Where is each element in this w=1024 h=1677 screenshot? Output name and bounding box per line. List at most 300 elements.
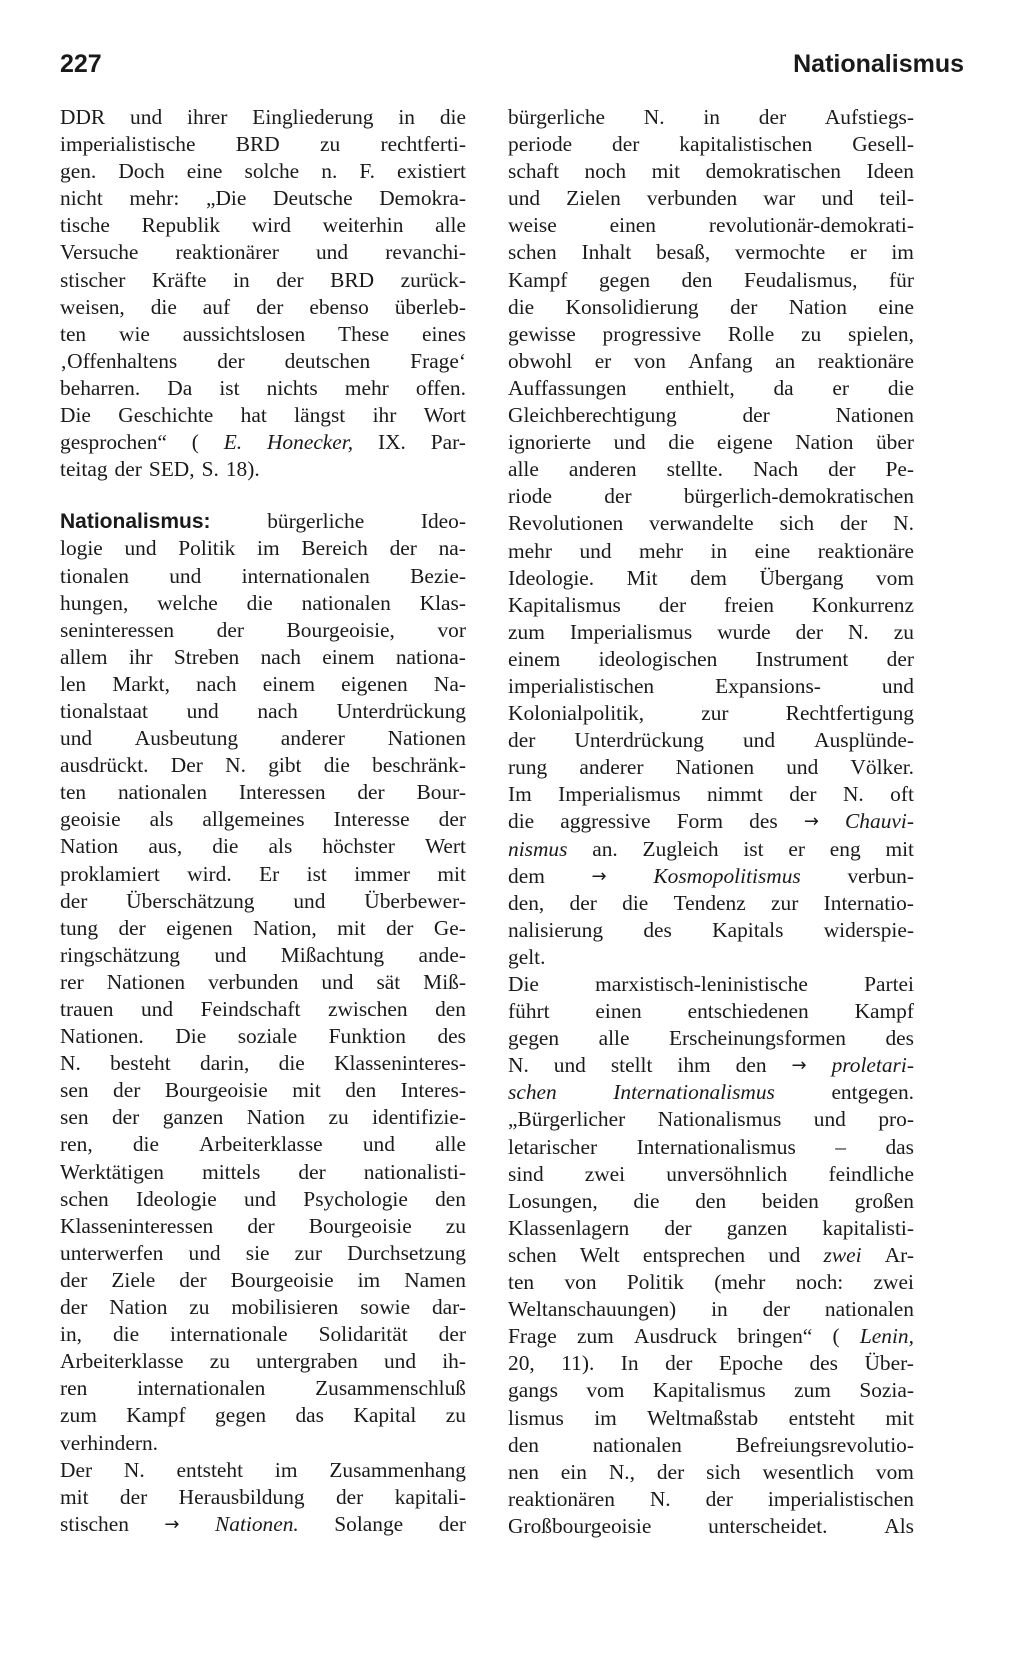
word: Ideologie <box>135 1186 217 1211</box>
word: Werktätigen <box>60 1159 164 1184</box>
word: mobilisieren <box>231 1295 339 1320</box>
word: SED, <box>148 457 195 482</box>
word: über <box>875 430 914 455</box>
word: Befreiungsrevolutio- <box>735 1432 914 1457</box>
word: Interes- <box>400 1078 466 1103</box>
word: reaktionäre <box>817 538 914 563</box>
word: – <box>835 1134 846 1159</box>
word: des <box>885 1026 914 1051</box>
text-line <box>60 806 466 833</box>
word: der <box>508 728 536 753</box>
word: höchster <box>322 834 395 859</box>
text-line <box>60 1104 466 1131</box>
word: sie <box>245 1240 270 1265</box>
word: N. <box>225 753 246 778</box>
word: Eingliederung <box>252 105 374 129</box>
word: weiterhin <box>322 213 404 238</box>
word: welche <box>157 590 218 615</box>
word: an. <box>592 836 618 861</box>
word: freien <box>724 592 774 617</box>
word: stellte. <box>666 457 724 482</box>
word: der <box>604 484 632 509</box>
word: Imperialismus <box>558 782 681 807</box>
word: Die <box>175 1024 207 1049</box>
word: Miß- <box>423 969 466 994</box>
word: mehr <box>508 538 552 563</box>
word: reaktionären <box>508 1486 615 1511</box>
word: marxistisch-leninistische <box>595 972 808 996</box>
word: periode <box>508 132 573 157</box>
word: Markt, <box>112 671 170 696</box>
word: unterscheidet. <box>708 1513 828 1538</box>
word: im <box>357 1267 381 1292</box>
word: N. <box>60 1051 81 1076</box>
text-line <box>508 917 914 944</box>
word: na- <box>438 536 466 561</box>
word: Kampf <box>508 267 568 292</box>
word: Arbeiterklasse <box>199 1132 323 1157</box>
word: noch <box>584 159 627 184</box>
word: lismus <box>508 1405 564 1430</box>
italic-word: nismus <box>508 836 568 861</box>
word: aussichtslosen <box>182 321 306 346</box>
word: offen. <box>415 375 466 400</box>
word: wesentlich <box>762 1459 854 1484</box>
word: der <box>789 782 817 807</box>
text-line <box>60 888 466 915</box>
word: zwischen <box>327 997 408 1021</box>
word: der <box>217 348 245 373</box>
word: mehr: <box>129 186 180 211</box>
word: in <box>703 105 720 129</box>
text-line <box>508 808 914 835</box>
word: mit <box>437 861 466 886</box>
page-number: 227 <box>60 50 102 78</box>
text-line <box>60 429 466 456</box>
word: eine <box>186 159 223 184</box>
text-line <box>60 185 466 212</box>
word: zu <box>328 1105 349 1130</box>
word: und <box>821 186 854 211</box>
text-line <box>508 1486 914 1513</box>
text-line <box>508 1242 914 1269</box>
word: Imperialismus <box>569 619 693 644</box>
text-line <box>508 483 914 510</box>
text-line <box>508 212 914 239</box>
italic-word: zwei <box>823 1242 862 1267</box>
word: Bourgeoisie <box>230 1267 334 1292</box>
word: Bourgeoisie <box>164 1078 268 1103</box>
word: soziale <box>237 1024 298 1049</box>
word: der <box>438 807 466 832</box>
word: Republik <box>141 213 221 238</box>
word: eigenen <box>166 915 233 940</box>
text-line <box>508 944 914 971</box>
text-line <box>60 779 466 806</box>
right-text-column <box>508 104 914 1540</box>
word: Der <box>170 753 203 778</box>
word: wird. <box>187 861 232 886</box>
word: Kampf <box>126 1403 186 1428</box>
italic-word: Kosmopolitismus <box>653 863 801 888</box>
text-line <box>508 998 914 1025</box>
word: Die <box>60 403 91 428</box>
text-line <box>60 104 466 131</box>
entry-headword: Nationalismus: <box>60 510 211 534</box>
word: die <box>132 1132 159 1157</box>
word: die <box>278 1051 305 1076</box>
word: in <box>233 267 250 292</box>
word: den, <box>508 890 545 915</box>
word: das <box>885 1134 914 1159</box>
word: Revolutionen <box>508 511 624 536</box>
text-line <box>60 1348 466 1375</box>
word: ihm <box>677 1053 711 1078</box>
word: zurück- <box>400 267 466 292</box>
word: ignorierte <box>508 430 592 455</box>
word: Großbourgeoisie <box>508 1513 652 1538</box>
word: im <box>891 240 914 265</box>
word: und <box>768 1242 801 1267</box>
text-line <box>508 348 914 375</box>
text-line <box>508 1025 914 1052</box>
word: zu <box>893 619 914 644</box>
word: als <box>268 834 293 859</box>
word: zum <box>576 1324 614 1349</box>
word: die <box>323 753 350 778</box>
word: der <box>828 457 856 482</box>
word: schen <box>508 1242 557 1267</box>
word: stischen <box>60 1511 129 1536</box>
word: der <box>438 1322 466 1347</box>
running-head: Nationalismus <box>793 50 964 78</box>
text-line <box>60 1131 466 1158</box>
word: den <box>681 267 713 292</box>
word: ganzen <box>726 1215 788 1240</box>
word: von <box>633 348 666 373</box>
word: auf <box>202 294 231 319</box>
text-line <box>508 456 914 483</box>
word: zwei <box>584 1161 626 1186</box>
word: Arbeiterklasse <box>60 1349 184 1374</box>
word: die <box>633 1188 660 1213</box>
word: tische <box>60 213 110 238</box>
word: ausdrückt. <box>60 753 149 778</box>
text-line <box>508 1215 914 1242</box>
word: mit <box>337 915 366 940</box>
word: mit <box>651 159 681 184</box>
word: stischer <box>60 267 126 292</box>
word: zu <box>189 1295 210 1320</box>
word: noch: <box>795 1270 844 1295</box>
word: und <box>742 728 776 753</box>
word: der <box>256 294 284 319</box>
word: Frage‘ <box>410 348 466 373</box>
text-line <box>508 1459 914 1486</box>
word: N., <box>608 1459 635 1484</box>
text-line <box>60 1321 466 1348</box>
word: Durchsetzung <box>347 1240 466 1265</box>
word: führt <box>508 999 550 1024</box>
word: einen <box>595 999 642 1024</box>
word: N. <box>842 782 864 807</box>
word: mehr <box>639 538 683 563</box>
left-text-column <box>60 104 466 1538</box>
word: Wort <box>423 403 466 428</box>
word: BRD <box>235 132 280 157</box>
word: Partei <box>864 972 914 996</box>
word: Bourgeoisie, <box>286 617 395 642</box>
word: Aufstiegs- <box>824 105 914 129</box>
word: und <box>140 997 174 1021</box>
word: gibt <box>268 753 302 778</box>
word: seninteressen <box>60 617 175 642</box>
word: und <box>124 536 157 561</box>
word: Nationen <box>835 403 914 428</box>
word: der <box>216 617 244 642</box>
word: der <box>762 1297 790 1322</box>
word: geoisie <box>60 807 121 832</box>
word: stellt <box>610 1053 653 1078</box>
text-line <box>508 592 914 619</box>
word: Tendenz <box>673 890 746 915</box>
word: Ausdruck <box>634 1324 718 1349</box>
text-line <box>60 508 466 535</box>
text-line <box>60 698 466 725</box>
word: nationalen <box>592 1432 682 1457</box>
word: der <box>113 1078 141 1103</box>
word: Welt <box>579 1242 620 1267</box>
word: Pe- <box>885 457 914 482</box>
word: Kolonialpolitik, <box>508 701 645 726</box>
word: und <box>383 1349 417 1374</box>
text-line <box>508 104 914 131</box>
word: der <box>705 1486 733 1511</box>
word: wie <box>119 321 150 346</box>
text-line <box>60 752 466 779</box>
word: eine <box>754 538 791 563</box>
word: teitag <box>60 457 108 482</box>
word: Erscheinungsformen <box>668 1026 846 1051</box>
word: gen. <box>60 159 97 184</box>
text-line <box>508 321 914 348</box>
word: Kapitalismus <box>508 592 621 617</box>
word: im <box>274 1457 298 1482</box>
word: Ar- <box>884 1242 914 1267</box>
word: die <box>112 1322 140 1347</box>
text-line <box>508 646 914 673</box>
word: der <box>335 1484 364 1509</box>
word: Rolle <box>727 321 775 346</box>
word: Ausplünde- <box>814 728 914 753</box>
word: verhindern. <box>60 1430 159 1455</box>
word: Mißachtung <box>280 942 385 967</box>
word: N. <box>508 1053 529 1078</box>
word: überleb- <box>394 294 466 319</box>
word: darin, <box>200 1051 250 1076</box>
word: von <box>564 1270 597 1295</box>
word: nichts <box>266 375 318 400</box>
word: in <box>711 1297 728 1322</box>
word: nimmt <box>706 782 763 807</box>
text-line <box>508 267 914 294</box>
word: der <box>60 888 88 913</box>
word: zum <box>794 1378 831 1403</box>
word: enthielt, <box>665 375 735 400</box>
word: Bour- <box>416 780 466 805</box>
word: sen <box>60 1078 89 1103</box>
word: der <box>179 1267 207 1292</box>
word: vor <box>437 617 466 642</box>
word: 18). <box>225 457 260 482</box>
word: Zielen <box>566 186 621 211</box>
word: als <box>149 807 174 832</box>
word: nalisierung <box>508 917 604 942</box>
word: verbunden <box>646 186 738 211</box>
word: er <box>788 836 805 861</box>
word: die <box>212 834 239 859</box>
word: Sozia- <box>859 1378 914 1403</box>
word: ( <box>832 1324 840 1349</box>
word: die <box>439 105 466 129</box>
text-line <box>508 1296 914 1323</box>
word: den <box>435 997 466 1021</box>
text-line <box>508 1269 914 1296</box>
cross-reference-arrow-icon: → <box>591 865 607 887</box>
word: der <box>276 267 304 292</box>
text-line <box>508 890 914 917</box>
text-line <box>60 942 466 969</box>
word: alle <box>598 1026 630 1051</box>
word: nationalisti- <box>363 1159 466 1184</box>
word: Auffassungen <box>508 375 627 400</box>
word: sowie <box>360 1295 411 1320</box>
word: Als <box>884 1513 914 1538</box>
word: 11). <box>561 1351 595 1376</box>
word: nach <box>257 698 298 723</box>
word: Über- <box>864 1351 914 1376</box>
word: der <box>758 105 787 129</box>
word: großen <box>854 1188 914 1213</box>
word: ganzen <box>162 1105 224 1130</box>
word: Zusammenhang <box>329 1457 466 1482</box>
text-line <box>60 725 466 752</box>
word: letarischer <box>508 1134 598 1159</box>
word: ih- <box>442 1349 466 1374</box>
text-line <box>508 239 914 266</box>
word: und <box>813 1107 846 1132</box>
word: der <box>60 1295 88 1320</box>
word: Kapitals <box>712 917 784 942</box>
text-line <box>60 294 466 321</box>
word: schaft <box>508 159 560 184</box>
word: mit <box>60 1484 89 1509</box>
text-line <box>60 1213 466 1240</box>
word: Kampf <box>854 999 914 1024</box>
word: hungen, <box>60 590 129 615</box>
text-line <box>60 1484 466 1511</box>
word: alle <box>435 1132 466 1157</box>
cross-reference-arrow-icon: → <box>791 1055 807 1077</box>
word: einen <box>609 213 656 238</box>
word: er <box>832 375 850 400</box>
word: S. <box>201 457 219 482</box>
word: nationa- <box>395 644 466 669</box>
word: unversöhnlich <box>666 1161 788 1186</box>
word: mit <box>885 836 914 861</box>
text-line <box>508 158 914 185</box>
word: trauen <box>60 997 114 1021</box>
text-line <box>60 833 466 860</box>
word: der <box>612 132 640 157</box>
word: wird <box>251 213 291 238</box>
word: und <box>169 563 202 588</box>
word: den <box>735 1053 767 1078</box>
word: und <box>508 186 541 211</box>
word: Interesse <box>333 807 410 832</box>
word: eine <box>878 294 914 319</box>
word: n. <box>321 159 338 184</box>
word: der <box>119 1484 148 1509</box>
word: allgemeines <box>202 807 305 832</box>
word: die <box>508 809 535 834</box>
word: vom <box>586 1378 625 1403</box>
text-line <box>60 1457 466 1484</box>
text-line <box>508 1432 914 1459</box>
word: zur <box>294 1240 322 1265</box>
word: anderer <box>280 726 345 751</box>
text-line <box>508 429 914 456</box>
word: oft <box>890 782 914 807</box>
text-line <box>508 1350 914 1377</box>
word: Namen <box>404 1267 466 1292</box>
word: im <box>257 536 280 561</box>
word: imperialistische <box>60 132 196 157</box>
word: imperialistischen <box>767 1486 914 1511</box>
word: N. <box>123 1457 145 1482</box>
text-line <box>508 727 914 754</box>
text-line <box>60 915 466 942</box>
word: IX. <box>377 430 406 455</box>
word: „Die <box>205 186 247 211</box>
word: (mehr <box>714 1270 766 1295</box>
word: Nation <box>246 1105 305 1130</box>
word: er <box>849 240 867 265</box>
word: eines <box>422 321 466 346</box>
text-line <box>508 1106 914 1133</box>
word: Wert <box>424 834 466 859</box>
text-line <box>508 131 914 158</box>
italic-word: proletari- <box>831 1053 914 1078</box>
word: des <box>643 917 672 942</box>
word: ren <box>60 1376 88 1401</box>
word: gesprochen“ <box>60 430 167 455</box>
word: Ge- <box>433 915 466 940</box>
cross-reference-arrow-icon: → <box>164 1513 180 1535</box>
word: Feudalismus, <box>743 267 858 292</box>
word: der <box>839 511 868 536</box>
word: nach <box>260 644 301 669</box>
word: spielen, <box>848 321 914 346</box>
word: Der <box>60 1457 93 1482</box>
word: existiert <box>397 159 466 184</box>
text-line <box>508 294 914 321</box>
word: bringen“ <box>737 1324 813 1349</box>
text-line <box>60 1159 466 1186</box>
word: vom <box>875 1459 914 1484</box>
word: Nationen <box>675 755 755 780</box>
word: Bourgeoisie <box>308 1213 412 1238</box>
